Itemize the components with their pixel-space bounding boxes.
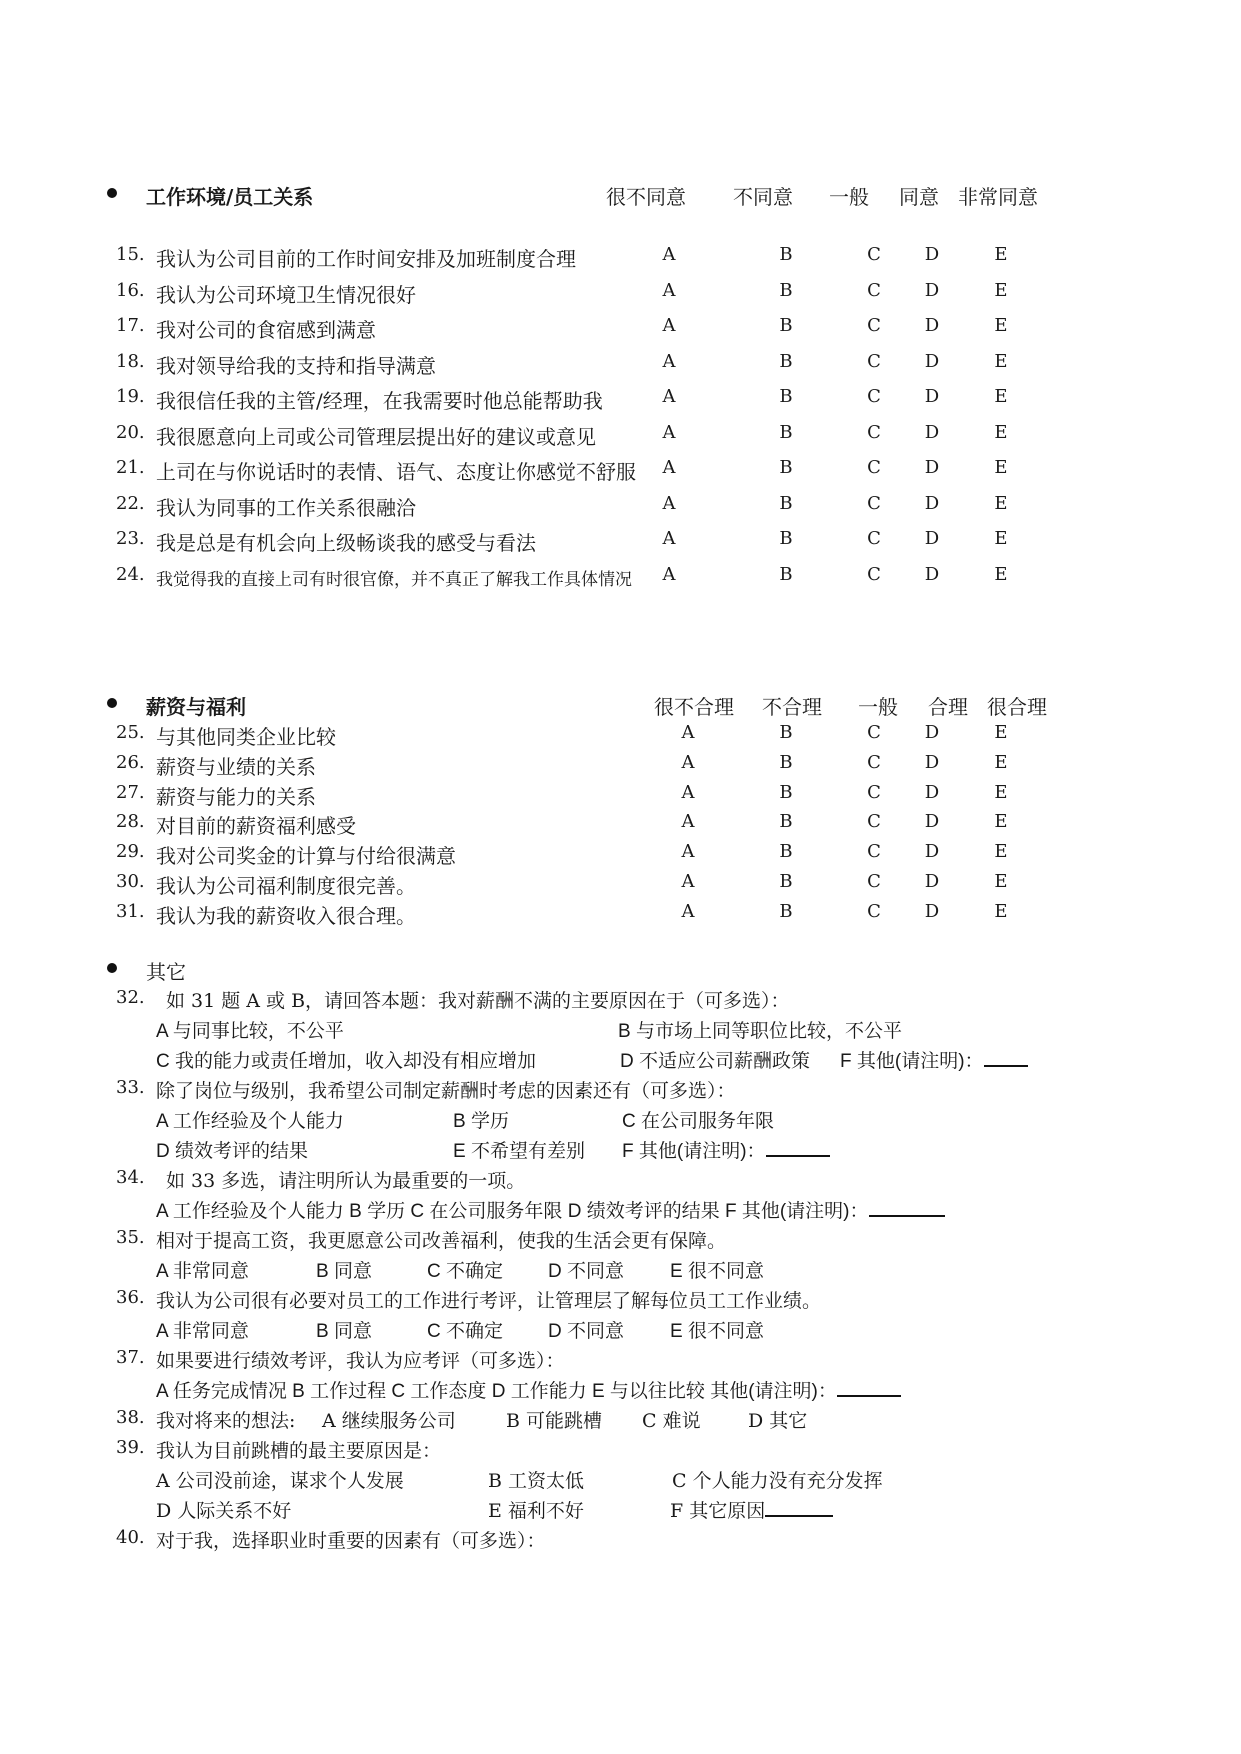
q33-text: 除了岗位与级别，我希望公司制定薪酬时考虑的因素还有（可多选）： xyxy=(156,1080,736,1102)
q38-option-c[interactable]: C 难说 xyxy=(642,1410,701,1432)
q37-number: 37. xyxy=(116,1347,145,1368)
rating-option-b[interactable]: B xyxy=(779,244,793,265)
q33-option-e[interactable]: E 不希望有差别 xyxy=(453,1141,585,1162)
rating-option-c[interactable]: C xyxy=(867,492,881,514)
rating-option-e[interactable]: E xyxy=(994,244,1008,265)
rating-option-b[interactable]: B xyxy=(779,528,793,549)
rating-option-a[interactable]: A xyxy=(681,781,695,803)
rating-option-b[interactable]: B xyxy=(779,492,793,514)
rating-option-a[interactable]: A xyxy=(681,841,695,863)
q38-option-a[interactable]: A 继续服务公司 xyxy=(322,1410,456,1432)
q32-option-f-label: F 其他(请注明)： xyxy=(840,1051,984,1072)
q37-fill-blank[interactable] xyxy=(837,1376,901,1397)
q40-number: 40. xyxy=(116,1527,145,1548)
q36-option-b[interactable]: B 同意 xyxy=(316,1321,372,1342)
rating-option-b[interactable]: B xyxy=(779,871,793,892)
rating-option-c[interactable]: C xyxy=(867,751,881,773)
q37-options: A 任务完成情况 B 工作过程 C 工作态度 D 工作能力 E 与以往比较 其他(请注明)： xyxy=(156,1381,837,1402)
rating-option-e[interactable]: E xyxy=(994,722,1008,743)
rating-option-a[interactable]: A xyxy=(662,350,676,372)
q36-option-c[interactable]: C 不确定 xyxy=(427,1321,504,1342)
q36-number: 36. xyxy=(116,1287,145,1308)
rating-option-e[interactable]: E xyxy=(994,315,1008,336)
rating-option-b[interactable]: B xyxy=(779,279,793,301)
q33-option-d[interactable]: D 绩效考评的结果 xyxy=(156,1141,309,1162)
q38-option-d[interactable]: D 其它 xyxy=(748,1410,808,1432)
q34-fill-blank[interactable] xyxy=(869,1196,945,1217)
rating-option-d[interactable]: D xyxy=(924,315,940,336)
section1-title: 工作环境/员工关系 xyxy=(146,185,314,209)
rating-option-d[interactable]: D xyxy=(924,244,940,265)
rating-option-c[interactable]: C xyxy=(867,315,881,336)
question-text: 我对领导给我的支持和指导满意 xyxy=(156,353,436,378)
rating-option-d[interactable]: D xyxy=(924,900,940,922)
rating-option-c[interactable]: C xyxy=(867,421,881,443)
question-text: 我很愿意向上司或公司管理层提出好的建议或意见 xyxy=(156,424,596,449)
section2-header-2: 不合理 xyxy=(762,695,822,719)
question-text: 我认为我的薪资收入很合理。 xyxy=(156,903,416,928)
rating-option-e[interactable]: E xyxy=(994,751,1008,773)
q33-option-f[interactable] xyxy=(622,1136,830,1163)
q32-option-f[interactable] xyxy=(840,1046,1028,1073)
rating-option-e[interactable]: E xyxy=(994,811,1008,833)
rating-option-d[interactable]: D xyxy=(924,563,940,585)
q38-number: 38. xyxy=(116,1407,145,1428)
rating-option-e[interactable]: E xyxy=(994,386,1008,407)
section2-title: 薪资与福利 xyxy=(146,695,246,719)
question-text: 我对公司的食宿感到满意 xyxy=(156,318,376,342)
q35-number: 35. xyxy=(116,1227,145,1248)
q39-fill-blank[interactable] xyxy=(765,1496,833,1517)
q38-text: 我对将来的想法: xyxy=(156,1410,296,1432)
q33-number: 33. xyxy=(116,1077,145,1098)
q36-option-d[interactable]: D 不同意 xyxy=(548,1321,625,1342)
question-number: 22. xyxy=(116,492,145,514)
question-text: 我是总是有机会向上级畅谈我的感受与看法 xyxy=(156,531,536,555)
rating-option-a[interactable]: A xyxy=(681,722,695,743)
section2-bullet xyxy=(107,698,117,708)
question-number: 30. xyxy=(116,871,145,892)
question-number: 17. xyxy=(116,315,145,336)
question-number: 27. xyxy=(116,781,145,803)
rating-option-a[interactable]: A xyxy=(662,244,676,265)
rating-option-c[interactable]: C xyxy=(867,563,881,585)
q39-option-b[interactable]: B 工资太低 xyxy=(488,1470,585,1492)
rating-option-c[interactable]: C xyxy=(867,811,881,833)
rating-option-b[interactable]: B xyxy=(779,811,793,833)
rating-option-b[interactable]: B xyxy=(779,563,793,585)
q39-option-d[interactable]: D 人际关系不好 xyxy=(156,1500,292,1522)
rating-option-d[interactable]: D xyxy=(924,457,940,478)
question-number: 26. xyxy=(116,751,145,773)
rating-option-b[interactable]: B xyxy=(779,722,793,743)
q40-text: 对于我，选择职业时重要的因素有（可多选）： xyxy=(156,1530,546,1552)
q36-option-e[interactable]: E 很不同意 xyxy=(670,1321,764,1342)
rating-option-a[interactable]: A xyxy=(662,421,676,443)
rating-option-c[interactable]: C xyxy=(867,781,881,803)
section1-bullet xyxy=(107,188,117,198)
q35-option-b[interactable]: B 同意 xyxy=(316,1261,372,1282)
rating-option-c[interactable]: C xyxy=(867,871,881,892)
question-number: 24. xyxy=(116,563,145,585)
question-number: 19. xyxy=(116,386,145,407)
question-number: 16. xyxy=(116,279,145,301)
question-number: 29. xyxy=(116,841,145,863)
section2-header-3: 一般 xyxy=(858,695,898,719)
q36-option-a[interactable]: A 非常同意 xyxy=(156,1321,249,1342)
question-text: 我认为公司福利制度很完善。 xyxy=(156,874,416,898)
rating-option-c[interactable]: C xyxy=(867,279,881,301)
question-number: 28. xyxy=(116,811,145,833)
question-number: 21. xyxy=(116,457,145,478)
section1-header-2: 不同意 xyxy=(733,185,793,209)
rating-option-d[interactable]: D xyxy=(924,350,940,372)
rating-option-d[interactable]: D xyxy=(924,781,940,803)
rating-option-c[interactable]: C xyxy=(867,386,881,407)
q32-option-d[interactable]: D 不适应公司薪酬政策 xyxy=(620,1051,811,1072)
rating-option-a[interactable]: A xyxy=(662,386,676,407)
rating-option-d[interactable]: D xyxy=(924,386,940,407)
question-text: 我认为同事的工作关系很融洽 xyxy=(156,495,416,520)
rating-option-b[interactable]: B xyxy=(779,751,793,773)
rating-option-e[interactable]: E xyxy=(994,841,1008,863)
rating-option-e[interactable]: E xyxy=(994,279,1008,301)
q33-option-c[interactable]: C 在公司服务年限 xyxy=(622,1111,775,1132)
question-text: 我很信任我的主管/经理，在我需要时他总能帮助我 xyxy=(156,389,603,413)
q34-options-line[interactable] xyxy=(156,1196,945,1223)
question-text: 薪资与业绩的关系 xyxy=(156,754,316,779)
rating-option-d[interactable]: D xyxy=(924,751,940,773)
q35-option-c[interactable]: C 不确定 xyxy=(427,1261,504,1282)
rating-option-b[interactable]: B xyxy=(779,841,793,863)
rating-option-d[interactable]: D xyxy=(924,841,940,863)
q37-text: 如果要进行绩效考评，我认为应考评（可多选）： xyxy=(156,1350,565,1372)
rating-option-d[interactable]: D xyxy=(924,811,940,833)
question-text: 薪资与能力的关系 xyxy=(156,784,316,809)
q35-option-a[interactable]: A 非常同意 xyxy=(156,1261,249,1282)
rating-option-c[interactable]: C xyxy=(867,900,881,922)
rating-option-a[interactable]: A xyxy=(662,279,676,301)
q34-text: 如 33 多选，请注明所认为最重要的一项。 xyxy=(166,1170,526,1192)
q38-option-b[interactable]: B 可能跳槽 xyxy=(506,1410,603,1432)
rating-option-a[interactable]: A xyxy=(681,751,695,773)
q36-text: 我认为公司很有必要对员工的工作进行考评，让管理层了解每位员工工作业绩。 xyxy=(156,1290,822,1312)
question-number: 23. xyxy=(116,528,145,549)
rating-option-e[interactable]: E xyxy=(994,528,1008,549)
rating-option-b[interactable]: B xyxy=(779,350,793,372)
rating-option-d[interactable]: D xyxy=(924,492,940,514)
rating-option-e[interactable]: E xyxy=(994,350,1008,372)
rating-option-a[interactable]: A xyxy=(681,871,695,892)
section1-header-1: 很不同意 xyxy=(606,185,686,209)
rating-option-a[interactable]: A xyxy=(662,528,676,549)
rating-option-a[interactable]: A xyxy=(662,563,676,585)
section1-header-5: 非常同意 xyxy=(958,185,1038,209)
rating-option-d[interactable]: D xyxy=(924,421,940,443)
rating-option-d[interactable]: D xyxy=(924,871,940,892)
section2-header-4: 合理 xyxy=(928,695,968,719)
rating-option-b[interactable]: B xyxy=(779,386,793,407)
rating-option-e[interactable]: E xyxy=(994,492,1008,514)
rating-option-e[interactable]: E xyxy=(994,421,1008,443)
q35-option-e[interactable]: E 很不同意 xyxy=(670,1261,764,1282)
rating-option-e[interactable]: E xyxy=(994,457,1008,478)
rating-option-a[interactable]: A xyxy=(681,811,695,833)
rating-option-b[interactable]: B xyxy=(779,315,793,336)
q35-option-d[interactable]: D 不同意 xyxy=(548,1261,625,1282)
question-text: 我认为公司目前的工作时间安排及加班制度合理 xyxy=(156,247,576,271)
section1-header-4: 同意 xyxy=(899,185,939,209)
rating-option-c[interactable]: C xyxy=(867,722,881,743)
question-text: 我对公司奖金的计算与付给很满意 xyxy=(156,844,456,869)
q32-text: 如 31 题 A 或 B，请回答本题：我对薪酬不满的主要原因在于（可多选）： xyxy=(166,990,790,1012)
rating-option-b[interactable]: B xyxy=(779,421,793,443)
section1-header-3: 一般 xyxy=(829,185,869,209)
q35-text: 相对于提高工资，我更愿意公司改善福利，使我的生活会更有保障。 xyxy=(156,1230,727,1252)
rating-option-d[interactable]: D xyxy=(924,722,940,743)
q39-text: 我认为目前跳槽的最主要原因是： xyxy=(156,1440,442,1462)
question-text: 与其他同类企业比较 xyxy=(156,725,336,749)
question-number: 15. xyxy=(116,244,145,265)
question-number: 18. xyxy=(116,350,145,372)
rating-option-e[interactable]: E xyxy=(994,563,1008,585)
q33-fill-blank[interactable] xyxy=(766,1136,830,1157)
section2-header-1: 很不合理 xyxy=(654,695,734,719)
q33-option-f-label: F 其他(请注明)： xyxy=(622,1141,766,1162)
question-text: 对目前的薪资福利感受 xyxy=(156,814,356,839)
q39-option-a[interactable]: A 公司没前途，谋求个人发展 xyxy=(156,1470,404,1492)
question-text: 上司在与你说话时的表情、语气、态度让你感觉不舒服 xyxy=(156,460,636,484)
q39-option-e[interactable]: E 福利不好 xyxy=(488,1500,584,1522)
rating-option-e[interactable]: E xyxy=(994,871,1008,892)
rating-option-c[interactable]: C xyxy=(867,457,881,478)
rating-option-c[interactable]: C xyxy=(867,841,881,863)
question-text: 我觉得我的直接上司有时很官僚，并不真正了解我工作具体情况 xyxy=(156,569,632,590)
question-number: 31. xyxy=(116,900,145,922)
q32-option-a[interactable]: A 与同事比较，不公平 xyxy=(156,1021,344,1042)
rating-option-b[interactable]: B xyxy=(779,781,793,803)
rating-option-c[interactable]: C xyxy=(867,244,881,265)
rating-option-c[interactable]: C xyxy=(867,528,881,549)
section3-title: 其它 xyxy=(146,960,186,984)
q34-number: 34. xyxy=(116,1167,145,1188)
q39-option-f[interactable] xyxy=(670,1496,833,1523)
q37-options-line[interactable] xyxy=(156,1376,901,1403)
q32-fill-blank[interactable] xyxy=(984,1046,1028,1067)
rating-option-e[interactable]: E xyxy=(994,900,1008,922)
q33-option-a[interactable]: A 工作经验及个人能力 xyxy=(156,1111,344,1132)
rating-option-a[interactable]: A xyxy=(662,492,676,514)
rating-option-a[interactable]: A xyxy=(681,900,695,922)
q39-option-f-label: F 其它原因 xyxy=(670,1500,766,1522)
question-number: 20. xyxy=(116,421,145,443)
rating-option-c[interactable]: C xyxy=(867,350,881,372)
rating-option-a[interactable]: A xyxy=(662,315,676,336)
rating-option-e[interactable]: E xyxy=(994,781,1008,803)
q32-option-c[interactable]: C 我的能力或责任增加，收入却没有相应增加 xyxy=(156,1051,537,1072)
q32-number: 32. xyxy=(116,987,145,1008)
section3-bullet xyxy=(107,963,117,973)
question-number: 25. xyxy=(116,722,145,743)
q32-option-b[interactable]: B 与市场上同等职位比较，不公平 xyxy=(618,1021,902,1042)
rating-option-a[interactable]: A xyxy=(662,457,676,478)
rating-option-d[interactable]: D xyxy=(924,279,940,301)
rating-option-d[interactable]: D xyxy=(924,528,940,549)
q34-options: A 工作经验及个人能力 B 学历 C 在公司服务年限 D 绩效考评的结果 F 其他(请注明)： xyxy=(156,1201,869,1222)
rating-option-b[interactable]: B xyxy=(779,457,793,478)
q33-option-b[interactable]: B 学历 xyxy=(453,1111,509,1132)
q39-number: 39. xyxy=(116,1437,145,1458)
section2-header-5: 很合理 xyxy=(987,695,1047,719)
q39-option-c[interactable]: C 个人能力没有充分发挥 xyxy=(672,1470,883,1492)
question-text: 我认为公司环境卫生情况很好 xyxy=(156,282,416,307)
rating-option-b[interactable]: B xyxy=(779,900,793,922)
